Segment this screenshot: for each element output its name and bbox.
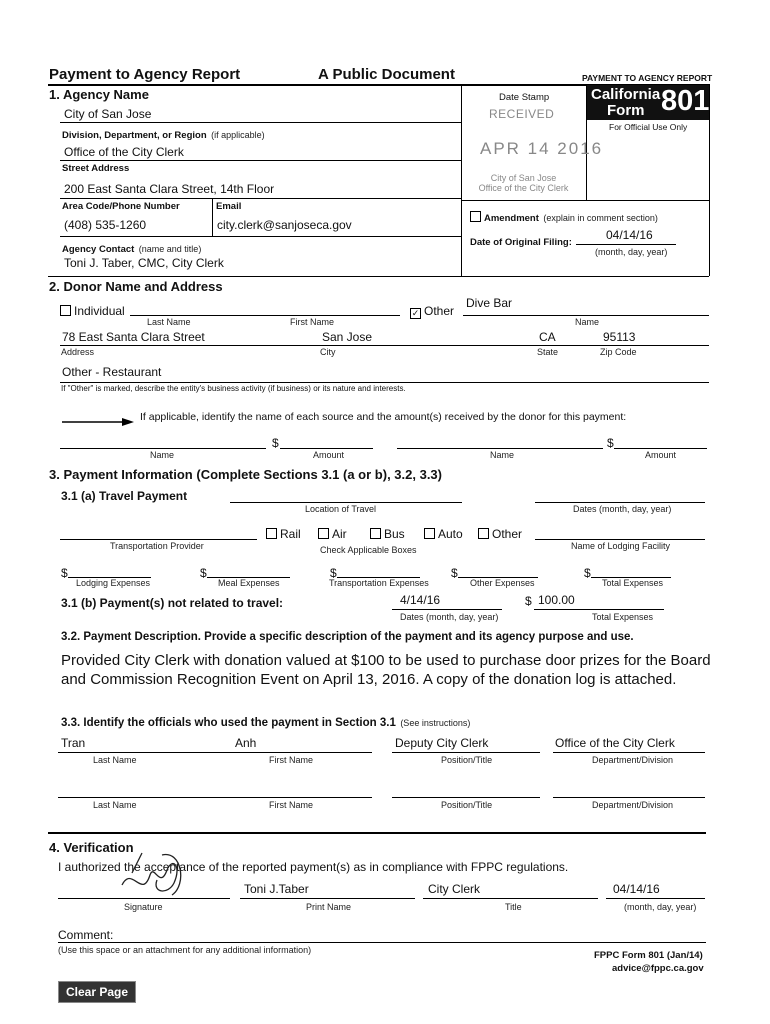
description-line-1[interactable]: Provided City Clerk with donation valued at $100 to be used to purchase door prizes for the Board: [61, 652, 711, 669]
orig-filing-label: Date of Original Filing:: [470, 237, 572, 248]
print-name-field[interactable]: Toni J.Taber: [244, 882, 309, 896]
nontravel-dates-label: Dates (month, day, year): [400, 612, 499, 622]
total-dollar: $: [584, 566, 591, 580]
donor-name-field[interactable]: Dive Bar: [466, 296, 513, 310]
title-field[interactable]: City Clerk: [428, 882, 481, 896]
source2-name-label: Name: [490, 450, 515, 460]
individual-checkbox[interactable]: [60, 305, 71, 316]
footer-email: advice@fppc.ca.gov: [612, 963, 704, 974]
official1-dept-label: Department/Division: [592, 755, 674, 765]
zip-label: Zip Code: [600, 347, 637, 357]
email-label: Email: [216, 201, 242, 212]
bus-checkbox[interactable]: [370, 528, 381, 539]
nontravel-heading: 3.1 (b) Payment(s) not related to travel:: [61, 596, 284, 610]
last-name-label: Last Name: [147, 317, 191, 327]
auto-option[interactable]: Auto: [424, 527, 463, 541]
section-3-heading: 3. Payment Information (Complete Sections 3.1 (a or b), 3.2, 3.3): [49, 467, 442, 482]
state-label: State: [537, 347, 559, 357]
arrow-icon: [62, 413, 134, 421]
verification-date-field[interactable]: 04/14/16: [613, 882, 660, 896]
donor-zip-field[interactable]: 95113: [603, 330, 636, 344]
meal-exp-label: Meal Expenses: [218, 578, 280, 588]
city-label: City: [320, 347, 336, 357]
date-stamp-label: Date Stamp: [499, 92, 550, 103]
signature-label: Signature: [124, 902, 163, 912]
transport-dollar: $: [330, 566, 337, 580]
title-label: Title: [505, 902, 522, 912]
source2-amount-label: Amount: [645, 450, 677, 460]
section-2-heading: 2. Donor Name and Address: [49, 279, 223, 294]
email-field[interactable]: city.clerk@sanjoseca.gov: [217, 218, 352, 232]
officials-heading: 3.3. Identify the officials who used the payment in Section 3.1 (See instructions): [61, 717, 471, 729]
description-line-2[interactable]: and Commission Recognition Event on April 13, 2016. A copy of the donation log is attached.: [61, 671, 677, 688]
travel-dates-label: Dates (month, day, year): [573, 504, 672, 514]
street-label: Street Address: [62, 163, 130, 174]
comment-label: Comment:: [58, 928, 114, 942]
other-transport-option[interactable]: Other: [478, 527, 522, 541]
nontravel-dollar: $: [525, 594, 532, 608]
transport-provider-label: Transportation Provider: [110, 541, 204, 551]
stamp-date: APR 14 2016: [480, 139, 604, 158]
official1-first-field[interactable]: Anh: [235, 736, 257, 750]
official1-position-label: Position/Title: [441, 755, 493, 765]
auto-checkbox[interactable]: [424, 528, 435, 539]
official2-first-label: First Name: [269, 800, 314, 810]
verification-statement: I authorized the acceptance of the reported payment(s) as in compliance with FPPC regulations.: [58, 860, 569, 874]
orig-filing-format: (month, day, year): [595, 247, 668, 257]
street-field[interactable]: 200 East Santa Clara Street, 14th Floor: [64, 182, 275, 196]
official1-last-label: Last Name: [93, 755, 137, 765]
print-name-label: Print Name: [306, 902, 352, 912]
official2-position-label: Position/Title: [441, 800, 493, 810]
source2-dollar: $: [607, 436, 614, 450]
description-heading: 3.2. Payment Description. Provide a specific description of the payment and its agency purpose and use.: [61, 631, 634, 643]
division-label: Division, Department, or Region (if applicable): [62, 130, 265, 141]
nontravel-total-label: Total Expenses: [592, 612, 654, 622]
lodging-name-label: Name of Lodging Facility: [571, 541, 671, 551]
source1-dollar: $: [272, 436, 279, 450]
transport-exp-label: Transportation Expenses: [329, 578, 429, 588]
official1-first-label: First Name: [269, 755, 314, 765]
official1-position-field[interactable]: Deputy City Clerk: [395, 736, 489, 750]
form-801-logo: California Form 801: [587, 85, 710, 120]
stamp-office: Office of the City Clerk: [478, 183, 569, 193]
form-title: Payment to Agency Report: [49, 66, 241, 83]
amendment-checkbox[interactable]: [470, 211, 481, 222]
nontravel-date-field[interactable]: 4/14/16: [400, 593, 441, 607]
report-type-label: PAYMENT TO AGENCY REPORT: [582, 73, 713, 83]
contact-field[interactable]: Toni J. Taber, CMC, City Clerk: [64, 256, 224, 270]
section-4-heading: 4. Verification: [49, 840, 134, 855]
donor-address-field[interactable]: 78 East Santa Clara Street: [62, 330, 205, 344]
signature-image: [112, 845, 192, 905]
other-exp-label: Other Expenses: [470, 578, 535, 588]
verification-date-label: (month, day, year): [624, 902, 697, 912]
phone-field[interactable]: (408) 535-1260: [64, 218, 147, 232]
rail-checkbox[interactable]: [266, 528, 277, 539]
comment-note: (Use this space or an attachment for any additional information): [58, 945, 312, 955]
address-label: Address: [61, 347, 95, 357]
footer-form-id: FPPC Form 801 (Jan/14): [594, 950, 703, 961]
donor-state-field[interactable]: CA: [539, 330, 556, 344]
official1-last-field[interactable]: Tran: [61, 736, 86, 750]
nontravel-amount-field[interactable]: 100.00: [538, 593, 575, 607]
source-note: If applicable, identify the name of each source and the amount(s) received by the donor for this payment:: [140, 411, 627, 423]
source1-name-label: Name: [150, 450, 175, 460]
section-1-heading: 1. Agency Name: [49, 87, 149, 102]
check-boxes-label: Check Applicable Boxes: [320, 545, 417, 555]
total-exp-label: Total Expenses: [602, 578, 664, 588]
official-use-label: For Official Use Only: [609, 122, 688, 132]
lodging-dollar: $: [61, 566, 68, 580]
meal-dollar: $: [200, 566, 207, 580]
other-option[interactable]: ✓ Other: [411, 304, 455, 318]
other-checkbox[interactable]: ✓: [411, 308, 420, 318]
orig-filing-date[interactable]: 04/14/16: [606, 228, 653, 242]
location-label: Location of Travel: [305, 504, 377, 514]
phone-label: Area Code/Phone Number: [62, 201, 180, 212]
air-option[interactable]: Air: [318, 527, 347, 541]
business-note: If "Other" is marked, describe the entity's business activity (if business) or its nature and interests.: [61, 384, 406, 393]
donor-city-field[interactable]: San Jose: [322, 330, 373, 344]
air-checkbox[interactable]: [318, 528, 329, 539]
clear-page-button[interactable]: Clear Page: [58, 981, 136, 1003]
travel-payment-heading: 3.1 (a) Travel Payment: [61, 489, 188, 503]
amendment-checkbox-row[interactable]: Amendment (explain in comment section): [470, 208, 658, 226]
individual-option[interactable]: Individual: [60, 304, 125, 318]
contact-label: Agency Contact (name and title): [62, 244, 202, 255]
official2-last-label: Last Name: [93, 800, 137, 810]
division-field[interactable]: Office of the City Clerk: [64, 145, 184, 159]
source1-amount-label: Amount: [313, 450, 345, 460]
rail-option[interactable]: Rail: [266, 527, 301, 541]
public-document-label: A Public Document: [318, 66, 455, 83]
donor-name-label: Name: [575, 317, 600, 327]
business-field[interactable]: Other - Restaurant: [62, 365, 162, 379]
bus-option[interactable]: Bus: [370, 527, 405, 541]
first-name-label: First Name: [290, 317, 335, 327]
official1-dept-field[interactable]: Office of the City Clerk: [555, 736, 675, 750]
stamp-city: City of San Jose: [490, 173, 557, 183]
agency-name-field[interactable]: City of San Jose: [64, 107, 152, 121]
official2-dept-label: Department/Division: [592, 800, 674, 810]
other-exp-dollar: $: [451, 566, 458, 580]
other-transport-checkbox[interactable]: [478, 528, 489, 539]
received-stamp: RECEIVED: [489, 107, 555, 121]
lodging-exp-label: Lodging Expenses: [76, 578, 151, 588]
